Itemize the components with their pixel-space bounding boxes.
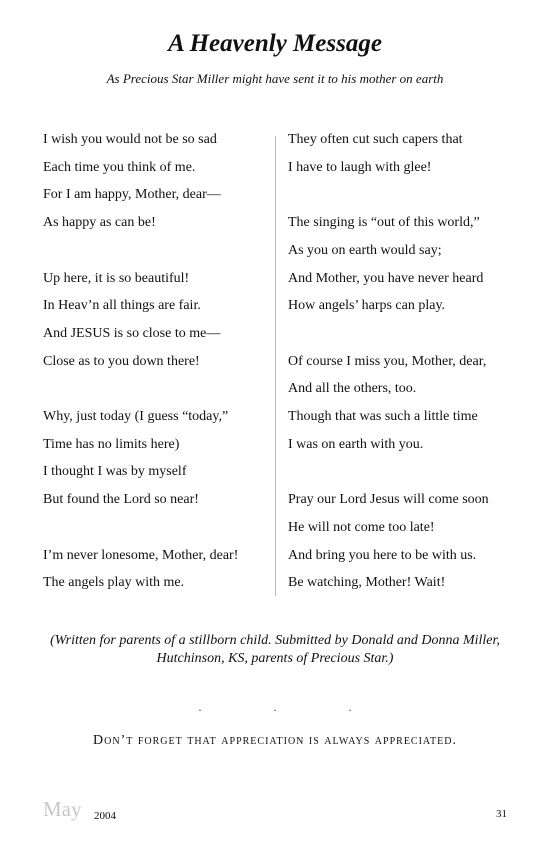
poem-line: As happy as can be! (43, 215, 156, 231)
poem-line: But found the Lord so near! (43, 492, 199, 508)
poem-line: In Heav’n all things are fair. (43, 298, 201, 314)
poem-line: And JESUS is so close to me— (43, 325, 221, 341)
poem-line: And Mother, you have never heard (288, 270, 484, 286)
poem-line: I have to laugh with glee! (288, 159, 432, 175)
stanza-break (288, 458, 528, 486)
poem-column-left (43, 126, 268, 597)
poem-line: I wish you would not be so sad (43, 132, 217, 147)
separator-dot: . (273, 700, 313, 714)
stanza-break (288, 320, 528, 348)
footer-year: 2004 (94, 810, 116, 822)
poem-line: The angels play with me. (43, 575, 185, 591)
stanza-break (288, 181, 528, 209)
poem-line: I’m never lonesome, Mother, dear! (43, 547, 239, 563)
poem-column-right (288, 126, 528, 597)
poem-subtitle: As Precious Star Miller might have sent it to his mother on earth (106, 71, 444, 86)
footer-month: May (43, 797, 82, 821)
poem-line: They often cut such capers that (288, 132, 463, 147)
stanza-break (43, 237, 268, 265)
separator-dot: . (198, 700, 238, 714)
separator-dot: . (348, 700, 388, 714)
poem-line: He will not come too late! (288, 519, 435, 535)
poem-line: Though that was such a little time (288, 409, 478, 424)
poem-line: How angels’ harps can play. (288, 298, 446, 314)
poem-line: Be watching, Mother! Wait! (288, 575, 446, 591)
poem-line: For I am happy, Mother, dear— (43, 187, 221, 203)
poem-line: Close as to you down there! (43, 353, 200, 369)
poem-line: The singing is “out of this world,” (288, 215, 480, 231)
page-number: 31 (496, 808, 507, 820)
poem-line: Why, just today (I guess “today,” (43, 409, 229, 424)
poem-line: And all the others, too. (288, 381, 417, 397)
stanza-break (43, 375, 268, 403)
poem-title: A Heavenly Message (168, 30, 382, 57)
poem-line: I thought I was by myself (43, 464, 187, 480)
column-divider (275, 136, 276, 596)
poem-line: Time has no limits here) (43, 436, 180, 452)
poem-line: Each time you think of me. (43, 159, 196, 175)
submission-note: (Written for parents of a stillborn child. Submitted by Donald and Donna Miller, Hutchinson, KS, parents of Precious Star.) (50, 633, 500, 666)
poem-line: I was on earth with you. (288, 436, 424, 452)
tagline: Don’t forget that appreciation is always appreciated. (93, 733, 457, 748)
poem-line: As you on earth would say; (288, 242, 442, 258)
stanza-break (43, 514, 268, 542)
poem-line: And bring you here to be with us. (288, 547, 477, 563)
poem-line: Up here, it is so beautiful! (43, 270, 190, 286)
poem-line: Pray our Lord Jesus will come soon (288, 492, 489, 508)
separator-dots (0, 700, 550, 715)
poem-line: Of course I miss you, Mother, dear, (288, 353, 487, 369)
